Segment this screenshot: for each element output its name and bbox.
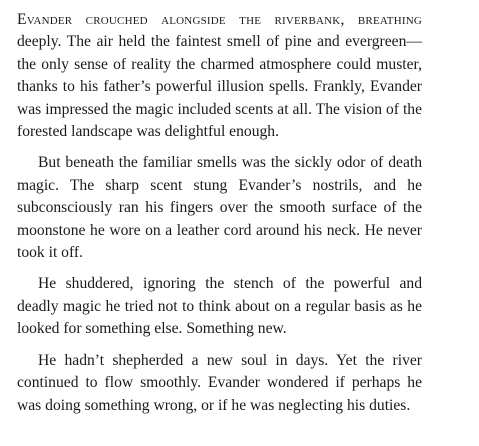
paragraph-2: But beneath the familiar smells was the sickly odor of death magic. The sharp scent stung Evander’s nostrils, and he subconsciously ran his fingers over the smooth surface of the moonstone he wore on a leather cord around his neck. He never took it off. <box>17 154 422 262</box>
paragraph-1 <box>17 9 422 143</box>
book-page <box>17 9 422 426</box>
paragraph-3: He shuddered, ignoring the stench of the powerful and deadly magic he tried not to think about on a regular basis as he looked for something else. Something new. <box>17 275 422 338</box>
paragraph-1-text: deeply. The air held the faintest smell of pine and evergreen—the only sense of reality the charmed atmosphere could muster, thanks to his father’s powerful illusion spells. Frankly, Evander was impressed the magic included scents at all. The vision of the forested landscape was delightful enough. <box>17 33 422 141</box>
paragraph-4: He hadn’t shepherded a new soul in days. Yet the river continued to flow smoothly. Evander wondered if perhaps he was doing something wrong, or if he was neglecting his duties. <box>17 351 422 414</box>
opening-small-caps: Evander crouched alongside the riverbank, breathing <box>17 11 422 28</box>
